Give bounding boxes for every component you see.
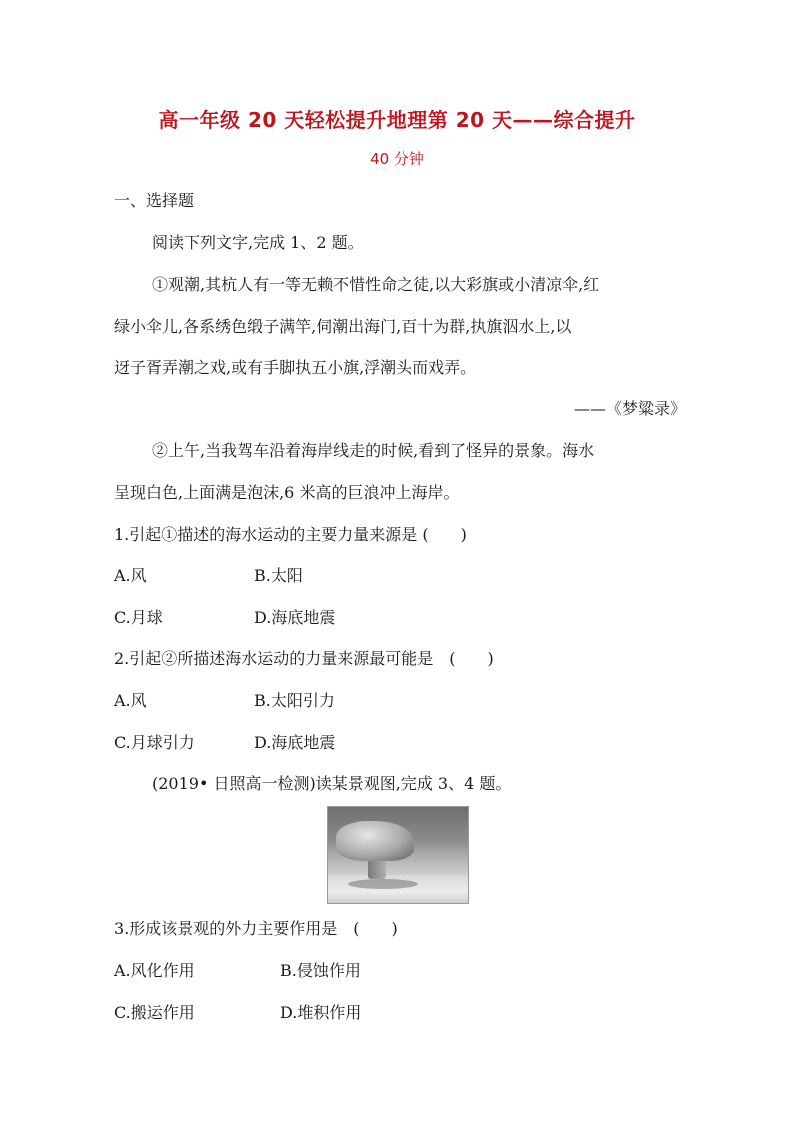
time-limit: 40 分钟 — [370, 150, 424, 168]
mushroom-rock-photo — [327, 806, 469, 904]
question-3-option-a: A.风化作用 — [114, 961, 195, 980]
question-2-option-b: B.太阳引力 — [254, 691, 335, 710]
passage-1-line-3: 迓子胥弄潮之戏,或有手脚执五小旗,浮潮头而戏弄。 — [114, 358, 477, 377]
section-heading: 一、选择题 — [114, 191, 195, 210]
passage-2-line-1: ②上午,当我驾车沿着海岸线走的时候,看到了怪异的景象。海水 — [152, 441, 595, 460]
question-3-option-d: D.堆积作用 — [280, 1003, 362, 1022]
question-2-option-d: D.海底地震 — [254, 733, 336, 752]
question-1-option-c: C.月球 — [114, 608, 163, 627]
question-1-option-a: A.风 — [114, 566, 147, 585]
passage-1-line-2: 绿小伞儿,各系绣色缎子满竿,伺潮出海门,百十为群,执旗泅水上,以 — [114, 317, 572, 336]
passage-intro: 阅读下列文字,完成 1、2 题。 — [152, 233, 364, 252]
page-title: 高一年级 20 天轻松提升地理第 20 天——综合提升 — [158, 108, 636, 132]
passage-2-line-2: 呈现白色,上面满是泡沫,6 米高的巨浪冲上海岸。 — [114, 483, 460, 502]
question-3-stem: 3.形成该景观的外力主要作用是 ( ) — [114, 919, 398, 938]
question-2-option-c: C.月球引力 — [114, 733, 195, 752]
question-2-option-a: A.风 — [114, 691, 147, 710]
question-1-option-b: B.太阳 — [254, 566, 303, 585]
question-3-option-c: C.搬运作用 — [114, 1003, 195, 1022]
question-1-option-d: D.海底地震 — [254, 608, 336, 627]
passage-2-intro: (2019• 日照高一检测)读某景观图,完成 3、4 题。 — [152, 774, 512, 793]
question-2-stem: 2.引起②所描述海水运动的力量来源最可能是 ( ) — [114, 649, 494, 668]
passage-1-line-1: ①观潮,其杭人有一等无赖不惜性命之徒,以大彩旗或小清凉伞,红 — [152, 275, 600, 294]
passage-1-source: ——《梦粱录》 — [573, 399, 686, 418]
question-1-stem: 1.引起①描述的海水运动的主要力量来源是 ( ) — [114, 525, 467, 544]
question-3-option-b: B.侵蚀作用 — [280, 961, 361, 980]
